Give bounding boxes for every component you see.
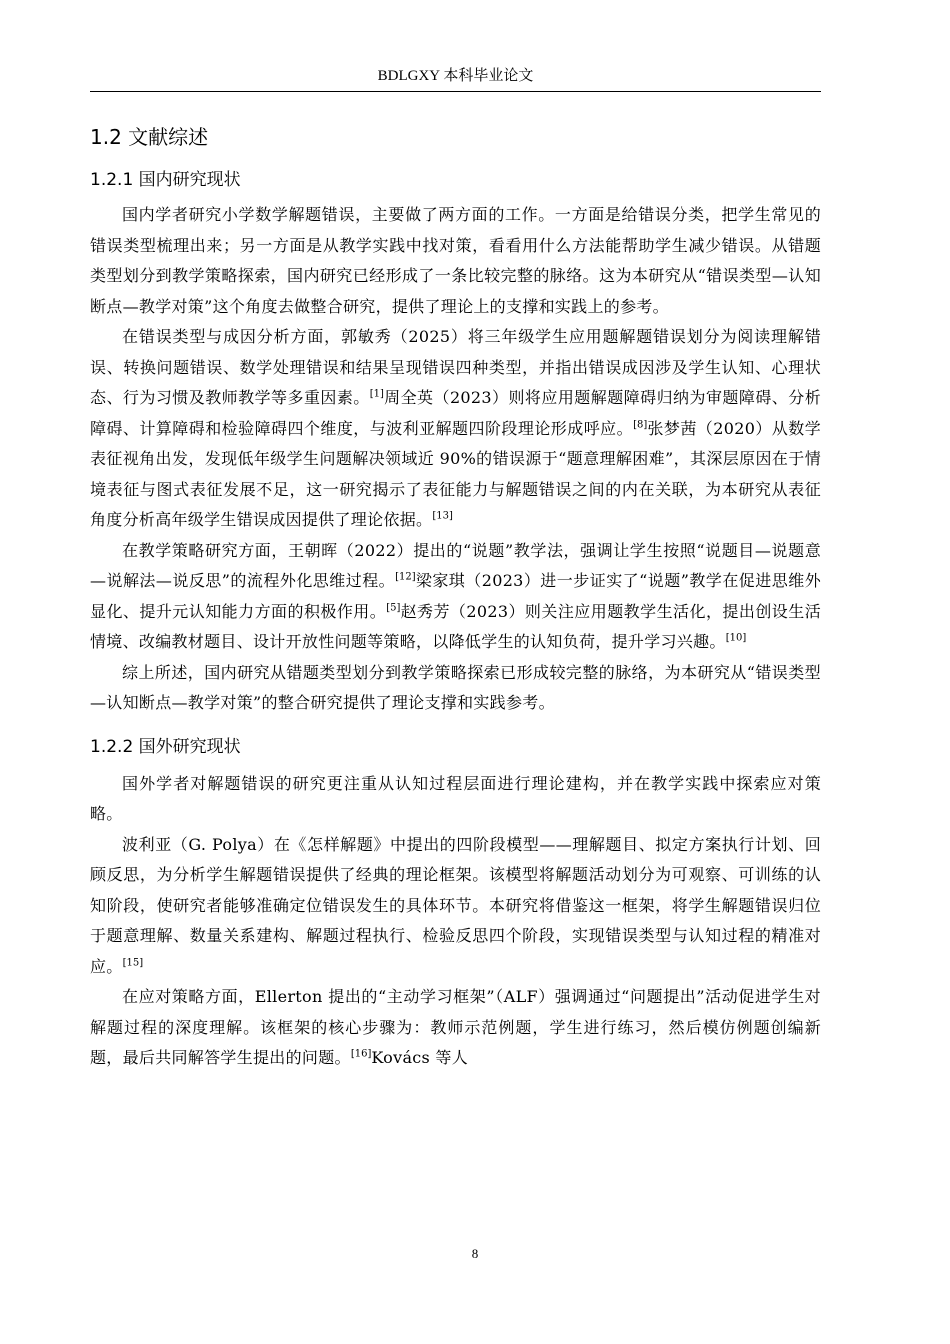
citation: [15] xyxy=(122,957,144,969)
header-rule xyxy=(90,91,821,92)
citation: [5] xyxy=(386,602,401,614)
paragraph: 在教学策略研究方面，王朝晖（2022）提出的“说题”教学法，强调让学生按照“说题目—说题意—说解法—说反思”的流程外化思维过程。[12]梁家琪（2023）进一步证实了“说题”教学在促进思维外显化、提升元认知能力方面的积极作用。[5]赵秀芳（2023）则关注应用题教学生活化，提出创设生活情境、改编教材题目、设计开放性问题等策略，以降低学生的认知负荷，提升学习兴趣。[10] xyxy=(90,540,821,651)
citation: [8] xyxy=(633,419,648,431)
citation: [10] xyxy=(725,632,747,644)
paragraph: 综上所述，国内研究从错题类型划分到教学策略探索已形成较完整的脉络，为本研究从“错误类型—认知断点—教学对策”的整合研究提供了理论支撑和实践参考。 xyxy=(90,662,821,712)
page-number: 8 xyxy=(471,1246,479,1261)
page-body xyxy=(90,110,821,1074)
running-header: BDLGXY 本科毕业论文 xyxy=(377,68,534,84)
citation: [12] xyxy=(395,571,416,583)
subsection-title-foreign: 1.2.2 国外研究现状 xyxy=(90,736,241,757)
subsection-title-domestic: 1.2.1 国内研究现状 xyxy=(90,170,241,190)
paragraph: 在错误类型与成因分析方面，郭敏秀（2025）将三年级学生应用题解题错误划分为阅读理解错误、转换问题错误、数学处理错误和结果呈现错误四种类型，并指出错误成因涉及学生认知、心理状态、行为习惯及教师教学等多重因素。[1]周全英（2023）则将应用题解题障碍归纳为审题障碍、分析障碍、计算障碍和检验障碍四个维度，与波利亚解题四阶段理论形成呼应。[8]张梦茜（2020）从数学表征视角出发，发现低年级学生问题解决领域近 90%的错误源于“题意理解困难”，其深层原因在于情境表征与图式表征发展不足，这一研究揭示了表征能力与解题错误之间的内在关联，为本研究从表征角度分析高年级学生错误成因提供了理论依据。[13] xyxy=(90,327,821,529)
citation: [1] xyxy=(369,388,384,400)
paragraph: 在应对策略方面，Ellerton 提出的“主动学习框架”（ALF）强调通过“问题提出”活动促进学生对解题过程的深度理解。该框架的核心步骤为：教师示范例题，学生进行练习，然后模仿例题创编新题，最后共同解答学生提出的问题。[16]Kovács 等人 xyxy=(90,987,821,1067)
paragraph: 波利亚（G. Polya）在《怎样解题》中提出的四阶段模型——理解题目、拟定方案执行计划、回顾反思，为分析学生解题错误提供了经典的理论框架。该模型将解题活动划分为可观察、可训练的认知阶段，使研究者能够准确定位错误发生的具体环节。本研究将借鉴这一框架，将学生解题错误归位于题意理解、数量关系建构、解题过程执行、检验反思四个阶段，实现错误类型与认知过程的精准对应。[15] xyxy=(90,834,821,976)
citation: [13] xyxy=(432,510,453,522)
paragraph: 国内学者研究小学数学解题错误，主要做了两方面的工作。一方面是给错误分类，把学生常见的错误类型梳理出来；另一方面是从教学实践中找对策，看看用什么方法能帮助学生减少错误。从错题类型划分到教学策略探索，国内研究已经形成了一条比较完整的脉络。这为本研究从“错误类型—认知断点—教学对策”这个角度去做整合研究，提供了理论上的支撑和实践上的参考。 xyxy=(90,205,821,316)
paragraph: 国外学者对解题错误的研究更注重从认知过程层面进行理论建构，并在教学实践中探索应对策略。 xyxy=(90,773,821,823)
section-title: 1.2 文献综述 xyxy=(90,125,209,149)
citation: [16] xyxy=(350,1048,372,1060)
